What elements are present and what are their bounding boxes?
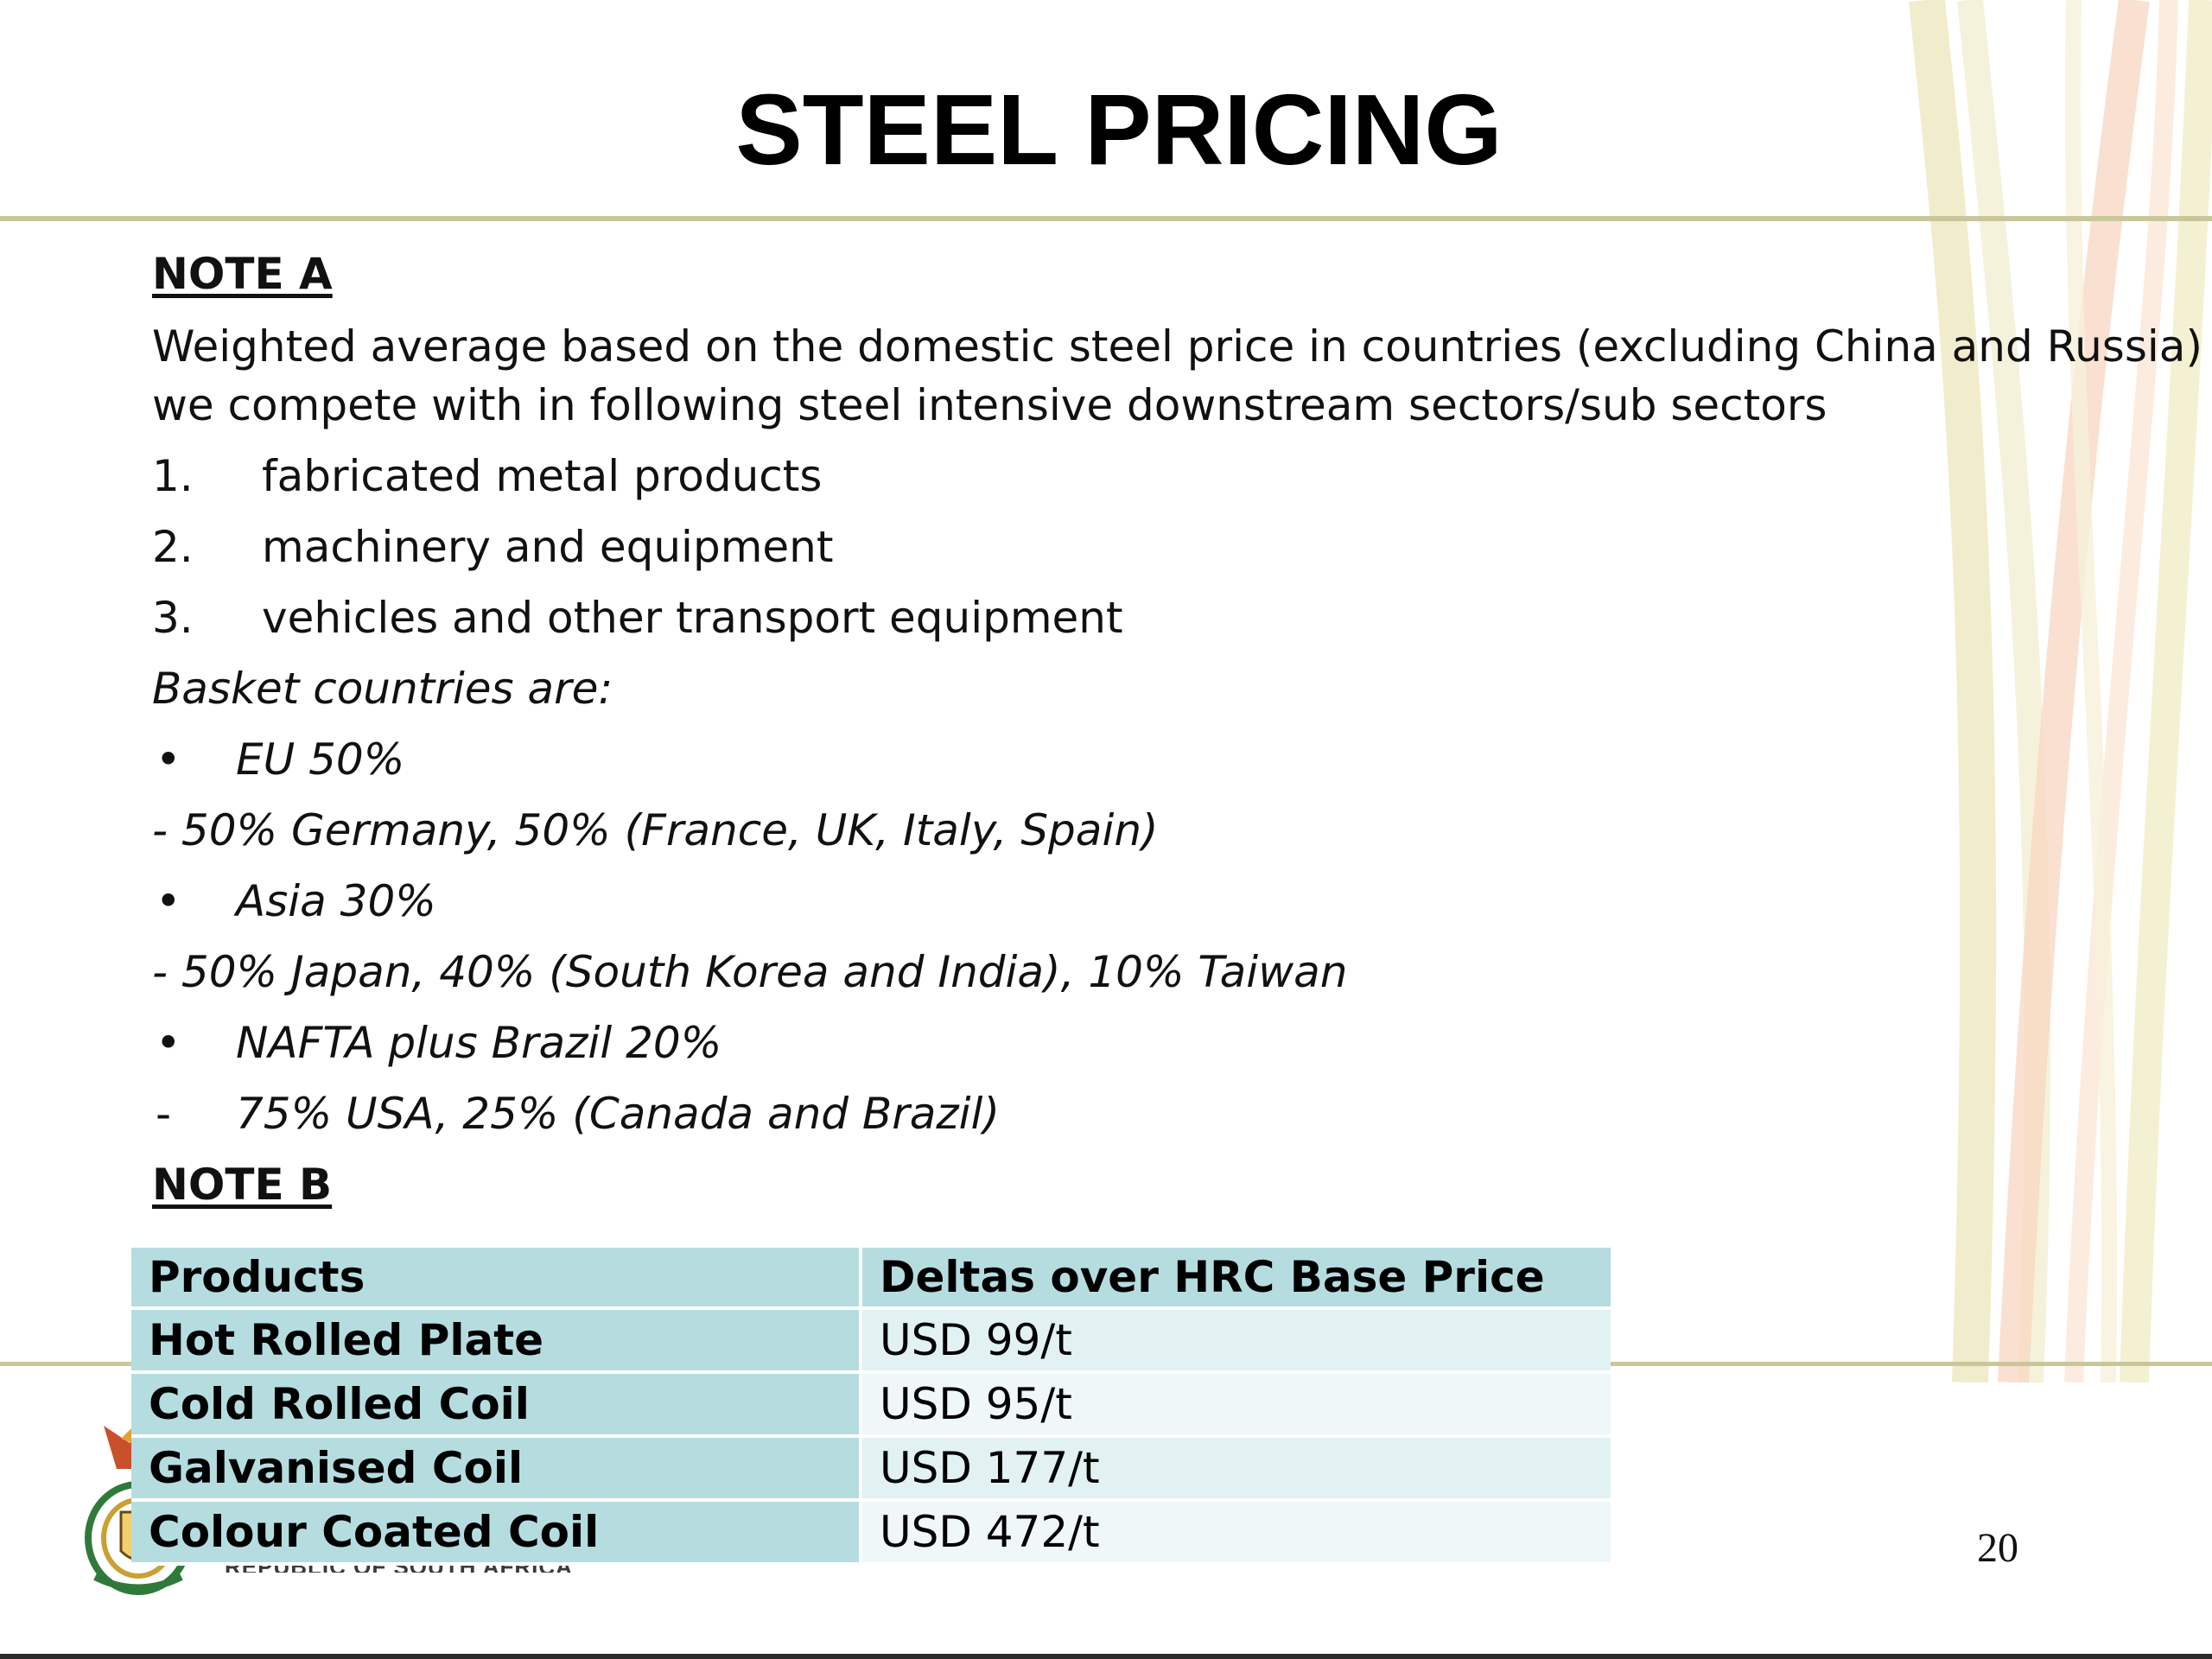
ribbon-stripes-decoration [1901,0,2212,1382]
sector-number: 3. [152,593,194,643]
product-cell: Hot Rolled Plate [131,1310,862,1374]
table-row [131,1438,1611,1502]
note-a-description-line2: we compete with in following steel intensive downstream sectors/sub sectors [152,380,1827,430]
bullet-icon: • [156,1018,181,1068]
delta-cell: USD 472/t [862,1502,1611,1566]
basket-region: Asia 30% [236,876,436,926]
price-delta-table [131,1248,1611,1566]
note-a-description-line1: Weighted average based on the domestic steel price in countries (excluding China and Russia) [152,321,2202,372]
bullet-icon: • [156,734,181,785]
product-cell: Galvanised Coil [131,1438,862,1502]
column-header-deltas: Deltas over HRC Base Price [862,1248,1611,1310]
sector-number: 2. [152,522,194,572]
dash-mark: - [156,1089,172,1139]
sector-number: 1. [152,451,194,501]
basket-intro: Basket countries are: [152,664,613,714]
delta-cell: USD 99/t [862,1310,1611,1374]
slide-title: STEEL PRICING [735,73,1503,186]
basket-region: EU 50% [236,734,405,785]
product-cell: Colour Coated Coil [131,1502,862,1566]
note-b-heading: NOTE B [152,1160,333,1210]
basket-breakdown: 75% USA, 25% (Canada and Brazil) [236,1089,1000,1139]
delta-cell: USD 177/t [862,1438,1611,1502]
delta-cell: USD 95/t [862,1374,1611,1438]
basket-breakdown: - 50% Germany, 50% (France, UK, Italy, Spain) [152,805,1159,855]
basket-breakdown: - 50% Japan, 40% (South Korea and India), 10% Taiwan [152,947,1348,997]
basket-region: NAFTA plus Brazil 20% [236,1018,722,1068]
note-a-heading: NOTE A [152,249,333,299]
column-header-products: Products [131,1248,862,1310]
title-divider [0,216,2212,221]
bottom-border [0,1654,2212,1659]
sector-label: machinery and equipment [262,522,834,572]
table-row [131,1310,1611,1374]
page-number: 20 [1977,1525,2018,1571]
sector-label: vehicles and other transport equipment [262,593,1123,643]
table-row [131,1502,1611,1566]
table-row [131,1374,1611,1438]
table-header-row [131,1248,1611,1310]
product-cell: Cold Rolled Coil [131,1374,862,1438]
sector-label: fabricated metal products [262,451,823,501]
bullet-icon: • [156,876,181,926]
